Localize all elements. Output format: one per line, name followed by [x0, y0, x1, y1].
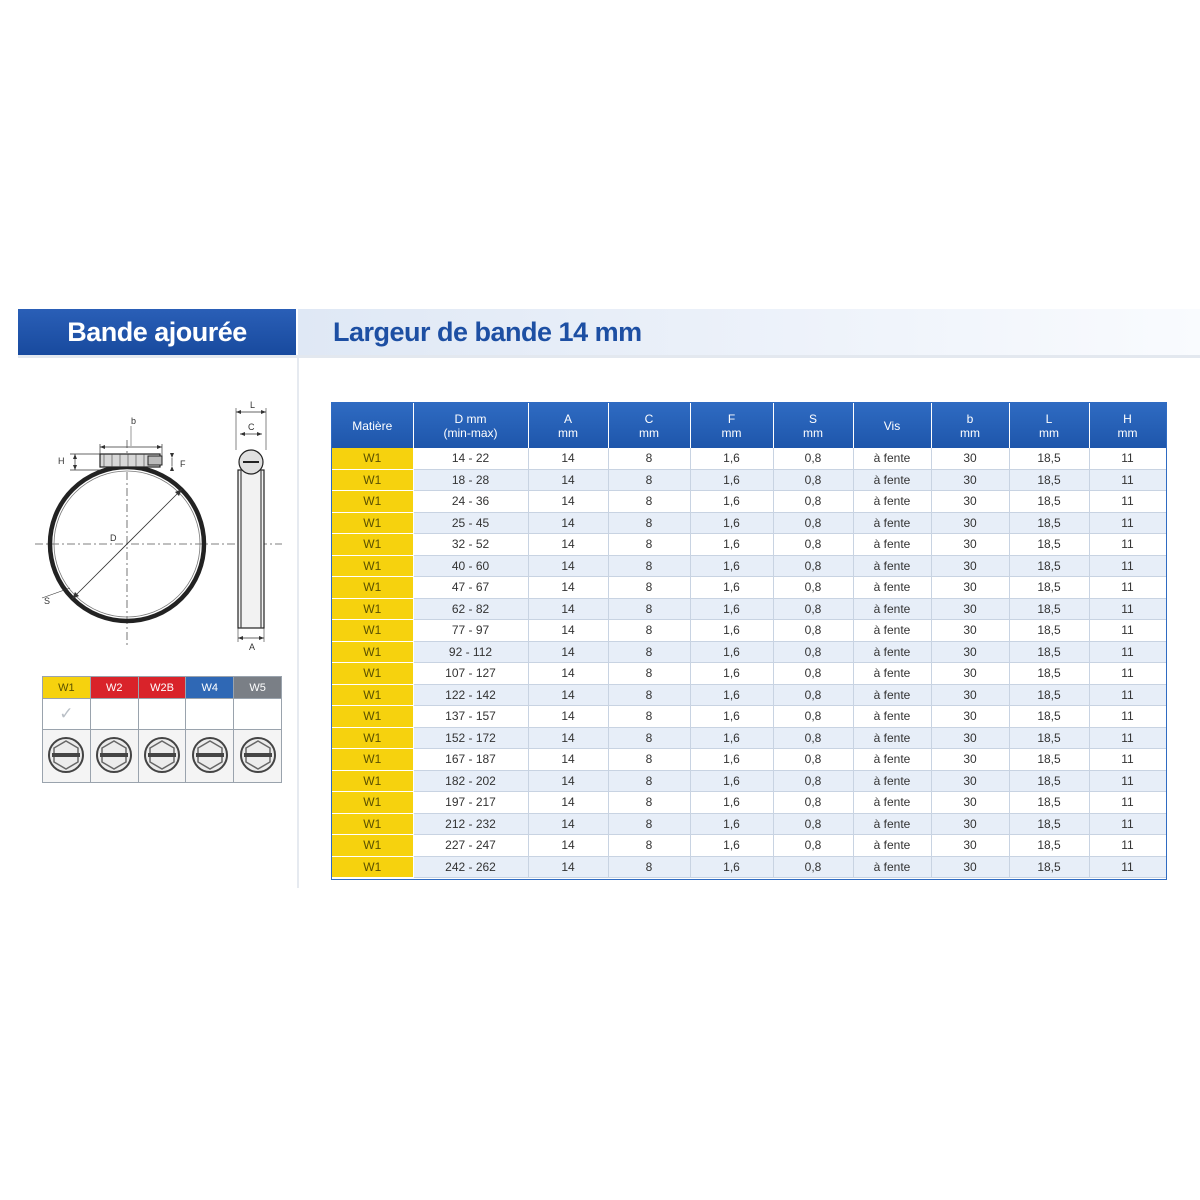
table-cell-c: 8: [608, 641, 690, 663]
table-cell-vis: à fente: [853, 469, 931, 491]
available-check: [43, 699, 91, 730]
table-cell-c: 8: [608, 512, 690, 534]
band-width-title: Largeur de bande 14 mm: [298, 309, 1200, 355]
table-cell-a: 14: [528, 835, 608, 857]
table-cell-c: 8: [608, 620, 690, 642]
table-cell-matiere: W1: [332, 577, 413, 599]
table-cell-b: 30: [931, 706, 1009, 728]
dim-label-b: b: [131, 416, 137, 426]
table-cell-s: 0,8: [773, 598, 853, 620]
table-cell-h: 11: [1089, 770, 1166, 792]
table-cell-b: 30: [931, 512, 1009, 534]
table-cell-c: 8: [608, 727, 690, 749]
table-row: [332, 706, 1166, 728]
table-cell-l: 18,5: [1009, 491, 1089, 513]
table-cell-matiere: W1: [332, 555, 413, 577]
table-cell-b: 30: [931, 491, 1009, 513]
table-cell-l: 18,5: [1009, 620, 1089, 642]
material-w5: W5: [234, 677, 282, 699]
table-cell-c: 8: [608, 856, 690, 878]
table-cell-h: 11: [1089, 534, 1166, 556]
column-header-line: L: [1045, 411, 1053, 426]
table-cell-matiere: W1: [332, 641, 413, 663]
table-cell-c: 8: [608, 706, 690, 728]
table-cell-vis: à fente: [853, 663, 931, 685]
table-cell-c: 8: [608, 577, 690, 599]
table-cell-h: 11: [1089, 491, 1166, 513]
table-cell-s: 0,8: [773, 469, 853, 491]
table-cell-l: 18,5: [1009, 727, 1089, 749]
table-cell-d-mm: 18 - 28: [413, 469, 528, 491]
table-cell-a: 14: [528, 792, 608, 814]
table-cell-h: 11: [1089, 469, 1166, 491]
slotted-screw-icon: [46, 735, 86, 775]
slotted-screw-icon: [190, 735, 230, 775]
material-w1: W1: [43, 677, 91, 699]
table-cell-s: 0,8: [773, 684, 853, 706]
table-cell-l: 18,5: [1009, 835, 1089, 857]
table-cell-h: 11: [1089, 663, 1166, 685]
table-cell-a: 14: [528, 555, 608, 577]
table-cell-vis: à fente: [853, 684, 931, 706]
slotted-screw-icon: [142, 735, 182, 775]
table-cell-b: 30: [931, 792, 1009, 814]
table-cell-h: 11: [1089, 620, 1166, 642]
table-cell-c: 8: [608, 534, 690, 556]
table-cell-f: 1,6: [690, 749, 773, 771]
screw-cell: [90, 730, 138, 783]
table-cell-a: 14: [528, 620, 608, 642]
table-cell-l: 18,5: [1009, 512, 1089, 534]
table-cell-a: 14: [528, 706, 608, 728]
table-cell-d-mm: 62 - 82: [413, 598, 528, 620]
screw-icons-row: [43, 730, 282, 783]
column-header-line: mm: [803, 425, 823, 440]
table-row: [332, 491, 1166, 513]
table-cell-vis: à fente: [853, 577, 931, 599]
table-cell-b: 30: [931, 856, 1009, 878]
table-cell-b: 30: [931, 727, 1009, 749]
table-cell-h: 11: [1089, 727, 1166, 749]
table-cell-vis: à fente: [853, 555, 931, 577]
table-row: [332, 620, 1166, 642]
column-header-line: S: [808, 411, 817, 426]
table-row: [332, 856, 1166, 878]
table-cell-d-mm: 14 - 22: [413, 448, 528, 469]
table-row: [332, 577, 1166, 599]
table-cell-vis: à fente: [853, 598, 931, 620]
table-cell-vis: à fente: [853, 813, 931, 835]
table-row: [332, 512, 1166, 534]
table-cell-s: 0,8: [773, 555, 853, 577]
table-cell-f: 1,6: [690, 706, 773, 728]
table-cell-s: 0,8: [773, 749, 853, 771]
column-header-l: [1009, 403, 1089, 448]
table-cell-d-mm: 242 - 262: [413, 856, 528, 878]
column-header-a: [528, 403, 608, 448]
column-header-b: [931, 403, 1009, 448]
dim-label-F: F: [180, 459, 186, 469]
table-cell-c: 8: [608, 813, 690, 835]
column-header-line: H: [1123, 411, 1132, 426]
table-cell-matiere: W1: [332, 620, 413, 642]
table-cell-l: 18,5: [1009, 706, 1089, 728]
column-header-line: mm: [1039, 425, 1059, 440]
table-cell-f: 1,6: [690, 641, 773, 663]
table-cell-b: 30: [931, 577, 1009, 599]
column-header-line: mm: [639, 425, 659, 440]
table-cell-vis: à fente: [853, 856, 931, 878]
table-cell-l: 18,5: [1009, 641, 1089, 663]
slotted-screw-icon: [238, 735, 278, 775]
column-header-line: Matière: [352, 418, 393, 433]
material-w2: W2: [90, 677, 138, 699]
table-cell-f: 1,6: [690, 813, 773, 835]
column-header-line: mm: [721, 425, 742, 440]
table-cell-c: 8: [608, 555, 690, 577]
table-cell-s: 0,8: [773, 577, 853, 599]
table-cell-c: 8: [608, 663, 690, 685]
dim-label-C: C: [248, 422, 255, 432]
table-cell-b: 30: [931, 749, 1009, 771]
hose-clamp-drawing: [30, 400, 290, 660]
table-row: [332, 835, 1166, 857]
table-row: [332, 598, 1166, 620]
column-header-matiere: [332, 403, 413, 448]
column-header-line: mm: [558, 425, 578, 440]
table-cell-matiere: W1: [332, 727, 413, 749]
table-cell-f: 1,6: [690, 448, 773, 469]
table-cell-d-mm: 107 - 127: [413, 663, 528, 685]
table-row: [332, 555, 1166, 577]
table-cell-vis: à fente: [853, 770, 931, 792]
table-cell-l: 18,5: [1009, 684, 1089, 706]
table-cell-f: 1,6: [690, 620, 773, 642]
table-cell-s: 0,8: [773, 706, 853, 728]
table-cell-b: 30: [931, 555, 1009, 577]
column-header-line: b: [966, 411, 974, 426]
material-w2b: W2B: [138, 677, 186, 699]
table-cell-a: 14: [528, 663, 608, 685]
table-cell-b: 30: [931, 448, 1009, 469]
table-cell-c: 8: [608, 792, 690, 814]
table-cell-vis: à fente: [853, 835, 931, 857]
table-cell-a: 14: [528, 770, 608, 792]
table-cell-s: 0,8: [773, 534, 853, 556]
table-cell-a: 14: [528, 727, 608, 749]
dim-label-A: A: [249, 642, 256, 652]
table-cell-f: 1,6: [690, 856, 773, 878]
table-cell-vis: à fente: [853, 727, 931, 749]
table-cell-vis: à fente: [853, 706, 931, 728]
dim-label-S: S: [44, 596, 51, 606]
material-codes-row: [43, 677, 282, 699]
table-cell-c: 8: [608, 448, 690, 469]
table-cell-s: 0,8: [773, 770, 853, 792]
table-cell-matiere: W1: [332, 684, 413, 706]
table-cell-l: 18,5: [1009, 469, 1089, 491]
table-cell-f: 1,6: [690, 663, 773, 685]
table-cell-matiere: W1: [332, 512, 413, 534]
table-cell-c: 8: [608, 598, 690, 620]
table-cell-c: 8: [608, 749, 690, 771]
table-cell-b: 30: [931, 835, 1009, 857]
table-cell-l: 18,5: [1009, 555, 1089, 577]
table-cell-h: 11: [1089, 684, 1166, 706]
table-cell-h: 11: [1089, 577, 1166, 599]
header-divider: [18, 355, 1200, 358]
table-cell-c: 8: [608, 835, 690, 857]
table-cell-b: 30: [931, 770, 1009, 792]
table-row: [332, 641, 1166, 663]
table-cell-vis: à fente: [853, 512, 931, 534]
table-cell-s: 0,8: [773, 663, 853, 685]
table-cell-h: 11: [1089, 856, 1166, 878]
spec-body: [332, 448, 1166, 878]
table-cell-d-mm: 182 - 202: [413, 770, 528, 792]
table-cell-s: 0,8: [773, 512, 853, 534]
table-cell-d-mm: 137 - 157: [413, 706, 528, 728]
table-cell-vis: à fente: [853, 749, 931, 771]
availability-cell: [138, 699, 186, 730]
table-cell-a: 14: [528, 512, 608, 534]
column-header-s: [773, 403, 853, 448]
table-cell-d-mm: 47 - 67: [413, 577, 528, 599]
table-cell-f: 1,6: [690, 835, 773, 857]
column-header-vis: [853, 403, 931, 448]
table-cell-c: 8: [608, 491, 690, 513]
table-cell-c: 8: [608, 469, 690, 491]
table-cell-d-mm: 167 - 187: [413, 749, 528, 771]
table-cell-d-mm: 227 - 247: [413, 835, 528, 857]
table-cell-a: 14: [528, 534, 608, 556]
material-w4: W4: [186, 677, 234, 699]
table-cell-d-mm: 92 - 112: [413, 641, 528, 663]
table-cell-d-mm: 32 - 52: [413, 534, 528, 556]
table-cell-l: 18,5: [1009, 813, 1089, 835]
table-cell-matiere: W1: [332, 534, 413, 556]
table-cell-a: 14: [528, 448, 608, 469]
table-row: [332, 469, 1166, 491]
table-cell-l: 18,5: [1009, 856, 1089, 878]
table-row: [332, 534, 1166, 556]
table-cell-matiere: W1: [332, 448, 413, 469]
table-cell-b: 30: [931, 684, 1009, 706]
column-header-line: mm: [1117, 425, 1138, 440]
table-cell-matiere: W1: [332, 598, 413, 620]
table-cell-h: 11: [1089, 706, 1166, 728]
table-cell-matiere: W1: [332, 491, 413, 513]
table-cell-matiere: W1: [332, 663, 413, 685]
availability-cell: [90, 699, 138, 730]
table-cell-b: 30: [931, 663, 1009, 685]
table-row: [332, 792, 1166, 814]
table-cell-f: 1,6: [690, 684, 773, 706]
dim-label-D: D: [110, 533, 117, 543]
table-cell-s: 0,8: [773, 856, 853, 878]
material-table: [42, 676, 282, 783]
table-cell-h: 11: [1089, 641, 1166, 663]
table-cell-s: 0,8: [773, 620, 853, 642]
table-cell-h: 11: [1089, 512, 1166, 534]
table-cell-s: 0,8: [773, 792, 853, 814]
table-cell-d-mm: 40 - 60: [413, 555, 528, 577]
table-cell-a: 14: [528, 641, 608, 663]
table-cell-s: 0,8: [773, 835, 853, 857]
table-cell-d-mm: 77 - 97: [413, 620, 528, 642]
table-cell-s: 0,8: [773, 448, 853, 469]
table-row: [332, 770, 1166, 792]
table-cell-l: 18,5: [1009, 448, 1089, 469]
table-cell-d-mm: 24 - 36: [413, 491, 528, 513]
check-icon: ✓: [59, 704, 74, 723]
table-cell-vis: à fente: [853, 491, 931, 513]
table-cell-a: 14: [528, 684, 608, 706]
table-cell-d-mm: 152 - 172: [413, 727, 528, 749]
table-row: [332, 448, 1166, 469]
table-cell-c: 8: [608, 684, 690, 706]
screw-cell: [138, 730, 186, 783]
table-cell-b: 30: [931, 534, 1009, 556]
table-cell-h: 11: [1089, 598, 1166, 620]
table-cell-matiere: W1: [332, 835, 413, 857]
table-cell-l: 18,5: [1009, 770, 1089, 792]
availability-cell: [234, 699, 282, 730]
table-cell-a: 14: [528, 491, 608, 513]
table-cell-a: 14: [528, 856, 608, 878]
column-header-line: (min-max): [443, 425, 498, 440]
column-header-h: [1089, 403, 1166, 448]
clamp-diagram-svg: [30, 400, 290, 660]
clamp-side-view: [238, 470, 264, 628]
table-cell-f: 1,6: [690, 792, 773, 814]
material-availability-row: [43, 699, 282, 730]
table-row: [332, 727, 1166, 749]
table-cell-h: 11: [1089, 835, 1166, 857]
screw-cell: [234, 730, 282, 783]
table-cell-f: 1,6: [690, 770, 773, 792]
table-cell-matiere: W1: [332, 856, 413, 878]
table-cell-h: 11: [1089, 792, 1166, 814]
table-cell-s: 0,8: [773, 491, 853, 513]
table-cell-l: 18,5: [1009, 598, 1089, 620]
table-cell-matiere: W1: [332, 792, 413, 814]
column-header-c: [608, 403, 690, 448]
table-cell-f: 1,6: [690, 598, 773, 620]
column-header-d-mm: [413, 403, 528, 448]
table-cell-vis: à fente: [853, 620, 931, 642]
table-row: [332, 684, 1166, 706]
table-cell-vis: à fente: [853, 792, 931, 814]
column-header-line: F: [727, 411, 736, 426]
table-cell-d-mm: 197 - 217: [413, 792, 528, 814]
table-cell-s: 0,8: [773, 813, 853, 835]
screw-cell: [43, 730, 91, 783]
section-title: Bande ajourée: [18, 309, 296, 355]
table-cell-b: 30: [931, 469, 1009, 491]
table-cell-matiere: W1: [332, 469, 413, 491]
table-cell-l: 18,5: [1009, 792, 1089, 814]
column-header-f: [690, 403, 773, 448]
table-cell-f: 1,6: [690, 555, 773, 577]
dim-label-L: L: [250, 400, 256, 410]
table-cell-l: 18,5: [1009, 663, 1089, 685]
table-cell-matiere: W1: [332, 706, 413, 728]
dim-label-H: H: [58, 456, 65, 466]
table-row: [332, 813, 1166, 835]
table-cell-l: 18,5: [1009, 534, 1089, 556]
table-cell-f: 1,6: [690, 512, 773, 534]
column-header-line: mm: [960, 425, 980, 440]
table-cell-f: 1,6: [690, 469, 773, 491]
table-row: [332, 749, 1166, 771]
table-cell-f: 1,6: [690, 577, 773, 599]
availability-cell: [186, 699, 234, 730]
table-cell-d-mm: 25 - 45: [413, 512, 528, 534]
table-cell-a: 14: [528, 577, 608, 599]
column-header-line: C: [644, 411, 654, 426]
table-cell-h: 11: [1089, 813, 1166, 835]
column-header-line: D mm: [454, 411, 487, 426]
column-header-line: Vis: [883, 418, 901, 433]
column-header-line: A: [563, 411, 572, 426]
table-cell-d-mm: 212 - 232: [413, 813, 528, 835]
table-cell-h: 11: [1089, 749, 1166, 771]
table-cell-h: 11: [1089, 555, 1166, 577]
screw-cell: [186, 730, 234, 783]
slotted-screw-icon: [94, 735, 134, 775]
table-cell-b: 30: [931, 620, 1009, 642]
table-cell-b: 30: [931, 598, 1009, 620]
table-cell-vis: à fente: [853, 534, 931, 556]
table-cell-s: 0,8: [773, 641, 853, 663]
table-cell-f: 1,6: [690, 727, 773, 749]
spec-table: [332, 403, 1167, 878]
table-cell-c: 8: [608, 770, 690, 792]
table-cell-a: 14: [528, 469, 608, 491]
table-cell-f: 1,6: [690, 491, 773, 513]
table-cell-f: 1,6: [690, 534, 773, 556]
table-cell-h: 11: [1089, 448, 1166, 469]
table-row: [332, 663, 1166, 685]
table-cell-matiere: W1: [332, 813, 413, 835]
table-cell-a: 14: [528, 749, 608, 771]
table-cell-a: 14: [528, 598, 608, 620]
column-divider: [297, 358, 299, 888]
table-cell-b: 30: [931, 813, 1009, 835]
table-cell-vis: à fente: [853, 448, 931, 469]
table-cell-d-mm: 122 - 142: [413, 684, 528, 706]
table-cell-matiere: W1: [332, 770, 413, 792]
table-cell-a: 14: [528, 813, 608, 835]
table-cell-l: 18,5: [1009, 577, 1089, 599]
table-cell-matiere: W1: [332, 749, 413, 771]
table-cell-l: 18,5: [1009, 749, 1089, 771]
spec-header-row: [332, 403, 1166, 448]
table-cell-s: 0,8: [773, 727, 853, 749]
table-cell-vis: à fente: [853, 641, 931, 663]
table-cell-b: 30: [931, 641, 1009, 663]
